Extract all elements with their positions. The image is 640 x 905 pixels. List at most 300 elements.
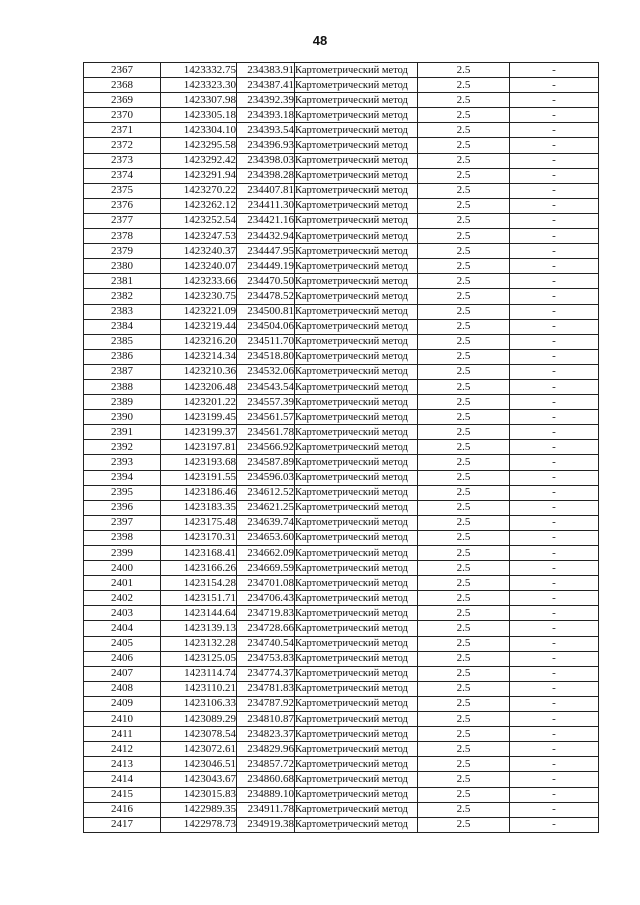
point-number-cell: 2370 <box>84 108 161 123</box>
point-number-cell: 2369 <box>84 93 161 108</box>
y-coordinate-cell: 234511.70 <box>237 334 295 349</box>
method-cell: Картометрический метод <box>295 530 418 545</box>
table-row <box>84 108 599 123</box>
point-number-cell: 2417 <box>84 817 161 832</box>
table-row <box>84 757 599 772</box>
method-cell: Картометрический метод <box>295 576 418 591</box>
method-cell: Картометрический метод <box>295 379 418 394</box>
precision-cell: 2.5 <box>418 198 510 213</box>
x-coordinate-cell: 1423332.75 <box>161 63 237 78</box>
x-coordinate-cell: 1423206.48 <box>161 379 237 394</box>
x-coordinate-cell: 1423199.45 <box>161 410 237 425</box>
precision-cell: 2.5 <box>418 259 510 274</box>
x-coordinate-cell: 1422989.35 <box>161 802 237 817</box>
method-cell: Картометрический метод <box>295 696 418 711</box>
x-coordinate-cell: 1423292.42 <box>161 153 237 168</box>
point-number-cell: 2380 <box>84 259 161 274</box>
x-coordinate-cell: 1423191.55 <box>161 470 237 485</box>
note-cell: - <box>510 168 599 183</box>
point-number-cell: 2402 <box>84 591 161 606</box>
note-cell: - <box>510 546 599 561</box>
precision-cell: 2.5 <box>418 470 510 485</box>
precision-cell: 2.5 <box>418 274 510 289</box>
y-coordinate-cell: 234421.16 <box>237 213 295 228</box>
note-cell: - <box>510 440 599 455</box>
method-cell: Картометрический метод <box>295 304 418 319</box>
y-coordinate-cell: 234706.43 <box>237 591 295 606</box>
table-row <box>84 636 599 651</box>
precision-cell: 2.5 <box>418 802 510 817</box>
table-row <box>84 666 599 681</box>
x-coordinate-cell: 1423078.54 <box>161 727 237 742</box>
table-row <box>84 304 599 319</box>
x-coordinate-cell: 1423252.54 <box>161 213 237 228</box>
precision-cell: 2.5 <box>418 138 510 153</box>
y-coordinate-cell: 234596.03 <box>237 470 295 485</box>
precision-cell: 2.5 <box>418 485 510 500</box>
point-number-cell: 2406 <box>84 651 161 666</box>
y-coordinate-cell: 234829.96 <box>237 742 295 757</box>
precision-cell: 2.5 <box>418 666 510 681</box>
point-number-cell: 2412 <box>84 742 161 757</box>
y-coordinate-cell: 234447.95 <box>237 244 295 259</box>
precision-cell: 2.5 <box>418 561 510 576</box>
y-coordinate-cell: 234407.81 <box>237 183 295 198</box>
table-row <box>84 485 599 500</box>
y-coordinate-cell: 234532.06 <box>237 364 295 379</box>
y-coordinate-cell: 234587.89 <box>237 455 295 470</box>
x-coordinate-cell: 1423307.98 <box>161 93 237 108</box>
x-coordinate-cell: 1423216.20 <box>161 334 237 349</box>
y-coordinate-cell: 234566.92 <box>237 440 295 455</box>
table-row <box>84 395 599 410</box>
x-coordinate-cell: 1423166.26 <box>161 561 237 576</box>
x-coordinate-cell: 1422978.73 <box>161 817 237 832</box>
y-coordinate-cell: 234432.94 <box>237 229 295 244</box>
y-coordinate-cell: 234393.54 <box>237 123 295 138</box>
precision-cell: 2.5 <box>418 93 510 108</box>
x-coordinate-cell: 1423270.22 <box>161 183 237 198</box>
x-coordinate-cell: 1423175.48 <box>161 515 237 530</box>
method-cell: Картометрический метод <box>295 651 418 666</box>
method-cell: Картометрический метод <box>295 213 418 228</box>
precision-cell: 2.5 <box>418 727 510 742</box>
x-coordinate-cell: 1423106.33 <box>161 696 237 711</box>
note-cell: - <box>510 817 599 832</box>
precision-cell: 2.5 <box>418 621 510 636</box>
y-coordinate-cell: 234781.83 <box>237 681 295 696</box>
point-number-cell: 2405 <box>84 636 161 651</box>
method-cell: Картометрический метод <box>295 712 418 727</box>
table-row <box>84 379 599 394</box>
note-cell: - <box>510 319 599 334</box>
y-coordinate-cell: 234701.08 <box>237 576 295 591</box>
y-coordinate-cell: 234889.10 <box>237 787 295 802</box>
y-coordinate-cell: 234662.09 <box>237 546 295 561</box>
point-number-cell: 2368 <box>84 78 161 93</box>
method-cell: Картометрический метод <box>295 591 418 606</box>
x-coordinate-cell: 1423168.41 <box>161 546 237 561</box>
table-row <box>84 63 599 78</box>
table-row <box>84 259 599 274</box>
table-row <box>84 183 599 198</box>
table-row <box>84 289 599 304</box>
point-number-cell: 2373 <box>84 153 161 168</box>
note-cell: - <box>510 334 599 349</box>
method-cell: Картометрический метод <box>295 470 418 485</box>
y-coordinate-cell: 234621.25 <box>237 500 295 515</box>
method-cell: Картометрический метод <box>295 63 418 78</box>
point-number-cell: 2381 <box>84 274 161 289</box>
note-cell: - <box>510 349 599 364</box>
precision-cell: 2.5 <box>418 183 510 198</box>
method-cell: Картометрический метод <box>295 410 418 425</box>
x-coordinate-cell: 1423262.12 <box>161 198 237 213</box>
point-number-cell: 2392 <box>84 440 161 455</box>
precision-cell: 2.5 <box>418 696 510 711</box>
method-cell: Картометрический метод <box>295 153 418 168</box>
table-row <box>84 244 599 259</box>
note-cell: - <box>510 485 599 500</box>
x-coordinate-cell: 1423304.10 <box>161 123 237 138</box>
point-number-cell: 2409 <box>84 696 161 711</box>
note-cell: - <box>510 244 599 259</box>
point-number-cell: 2407 <box>84 666 161 681</box>
x-coordinate-cell: 1423210.36 <box>161 364 237 379</box>
precision-cell: 2.5 <box>418 168 510 183</box>
note-cell: - <box>510 530 599 545</box>
precision-cell: 2.5 <box>418 304 510 319</box>
y-coordinate-cell: 234398.03 <box>237 153 295 168</box>
table-row <box>84 817 599 832</box>
y-coordinate-cell: 234787.92 <box>237 696 295 711</box>
y-coordinate-cell: 234561.57 <box>237 410 295 425</box>
precision-cell: 2.5 <box>418 244 510 259</box>
point-number-cell: 2388 <box>84 379 161 394</box>
precision-cell: 2.5 <box>418 425 510 440</box>
precision-cell: 2.5 <box>418 742 510 757</box>
note-cell: - <box>510 138 599 153</box>
precision-cell: 2.5 <box>418 787 510 802</box>
precision-cell: 2.5 <box>418 78 510 93</box>
y-coordinate-cell: 234393.18 <box>237 108 295 123</box>
precision-cell: 2.5 <box>418 395 510 410</box>
point-number-cell: 2382 <box>84 289 161 304</box>
precision-cell: 2.5 <box>418 712 510 727</box>
precision-cell: 2.5 <box>418 213 510 228</box>
y-coordinate-cell: 234387.41 <box>237 78 295 93</box>
point-number-cell: 2375 <box>84 183 161 198</box>
y-coordinate-cell: 234774.37 <box>237 666 295 681</box>
y-coordinate-cell: 234411.30 <box>237 198 295 213</box>
note-cell: - <box>510 681 599 696</box>
y-coordinate-cell: 234557.39 <box>237 395 295 410</box>
note-cell: - <box>510 500 599 515</box>
table-row <box>84 349 599 364</box>
x-coordinate-cell: 1423139.13 <box>161 621 237 636</box>
y-coordinate-cell: 234823.37 <box>237 727 295 742</box>
y-coordinate-cell: 234669.59 <box>237 561 295 576</box>
y-coordinate-cell: 234396.93 <box>237 138 295 153</box>
y-coordinate-cell: 234653.60 <box>237 530 295 545</box>
table-row <box>84 123 599 138</box>
point-number-cell: 2379 <box>84 244 161 259</box>
method-cell: Картометрический метод <box>295 440 418 455</box>
x-coordinate-cell: 1423170.31 <box>161 530 237 545</box>
point-number-cell: 2385 <box>84 334 161 349</box>
method-cell: Картометрический метод <box>295 183 418 198</box>
note-cell: - <box>510 727 599 742</box>
point-number-cell: 2400 <box>84 561 161 576</box>
table-row <box>84 787 599 802</box>
table-row <box>84 138 599 153</box>
method-cell: Картометрический метод <box>295 289 418 304</box>
precision-cell: 2.5 <box>418 530 510 545</box>
note-cell: - <box>510 425 599 440</box>
method-cell: Картометрический метод <box>295 395 418 410</box>
method-cell: Картометрический метод <box>295 259 418 274</box>
table-row <box>84 606 599 621</box>
method-cell: Картометрический метод <box>295 168 418 183</box>
note-cell: - <box>510 289 599 304</box>
point-number-cell: 2397 <box>84 515 161 530</box>
point-number-cell: 2383 <box>84 304 161 319</box>
x-coordinate-cell: 1423151.71 <box>161 591 237 606</box>
precision-cell: 2.5 <box>418 681 510 696</box>
method-cell: Картометрический метод <box>295 108 418 123</box>
note-cell: - <box>510 666 599 681</box>
table-row <box>84 168 599 183</box>
note-cell: - <box>510 123 599 138</box>
x-coordinate-cell: 1423291.94 <box>161 168 237 183</box>
y-coordinate-cell: 234911.78 <box>237 802 295 817</box>
precision-cell: 2.5 <box>418 334 510 349</box>
method-cell: Картометрический метод <box>295 138 418 153</box>
point-number-cell: 2398 <box>84 530 161 545</box>
method-cell: Картометрический метод <box>295 621 418 636</box>
x-coordinate-cell: 1423219.44 <box>161 319 237 334</box>
method-cell: Картометрический метод <box>295 485 418 500</box>
method-cell: Картометрический метод <box>295 229 418 244</box>
point-number-cell: 2394 <box>84 470 161 485</box>
method-cell: Картометрический метод <box>295 772 418 787</box>
note-cell: - <box>510 757 599 772</box>
note-cell: - <box>510 787 599 802</box>
table-row <box>84 364 599 379</box>
y-coordinate-cell: 234504.06 <box>237 319 295 334</box>
table-row <box>84 530 599 545</box>
table-row <box>84 500 599 515</box>
precision-cell: 2.5 <box>418 440 510 455</box>
y-coordinate-cell: 234639.74 <box>237 515 295 530</box>
y-coordinate-cell: 234860.68 <box>237 772 295 787</box>
x-coordinate-cell: 1423154.28 <box>161 576 237 591</box>
method-cell: Картометрический метод <box>295 742 418 757</box>
point-number-cell: 2371 <box>84 123 161 138</box>
table-row <box>84 229 599 244</box>
note-cell: - <box>510 259 599 274</box>
x-coordinate-cell: 1423125.05 <box>161 651 237 666</box>
table-row <box>84 410 599 425</box>
table-row <box>84 802 599 817</box>
y-coordinate-cell: 234810.87 <box>237 712 295 727</box>
note-cell: - <box>510 621 599 636</box>
x-coordinate-cell: 1423199.37 <box>161 425 237 440</box>
note-cell: - <box>510 455 599 470</box>
note-cell: - <box>510 153 599 168</box>
point-number-cell: 2403 <box>84 606 161 621</box>
point-number-cell: 2384 <box>84 319 161 334</box>
note-cell: - <box>510 591 599 606</box>
method-cell: Картометрический метод <box>295 681 418 696</box>
precision-cell: 2.5 <box>418 63 510 78</box>
x-coordinate-cell: 1423305.18 <box>161 108 237 123</box>
x-coordinate-cell: 1423046.51 <box>161 757 237 772</box>
precision-cell: 2.5 <box>418 289 510 304</box>
method-cell: Картометрический метод <box>295 606 418 621</box>
y-coordinate-cell: 234398.28 <box>237 168 295 183</box>
point-number-cell: 2416 <box>84 802 161 817</box>
method-cell: Картометрический метод <box>295 500 418 515</box>
coordinates-table-body <box>84 63 599 833</box>
table-row <box>84 334 599 349</box>
point-number-cell: 2390 <box>84 410 161 425</box>
x-coordinate-cell: 1423240.37 <box>161 244 237 259</box>
note-cell: - <box>510 712 599 727</box>
note-cell: - <box>510 651 599 666</box>
method-cell: Картометрический метод <box>295 455 418 470</box>
method-cell: Картометрический метод <box>295 425 418 440</box>
x-coordinate-cell: 1423110.21 <box>161 681 237 696</box>
note-cell: - <box>510 395 599 410</box>
precision-cell: 2.5 <box>418 591 510 606</box>
table-row <box>84 440 599 455</box>
point-number-cell: 2386 <box>84 349 161 364</box>
precision-cell: 2.5 <box>418 772 510 787</box>
x-coordinate-cell: 1423323.30 <box>161 78 237 93</box>
point-number-cell: 2414 <box>84 772 161 787</box>
y-coordinate-cell: 234857.72 <box>237 757 295 772</box>
table-row <box>84 78 599 93</box>
table-row <box>84 742 599 757</box>
table-row <box>84 319 599 334</box>
note-cell: - <box>510 410 599 425</box>
note-cell: - <box>510 108 599 123</box>
note-cell: - <box>510 379 599 394</box>
precision-cell: 2.5 <box>418 153 510 168</box>
method-cell: Картометрический метод <box>295 244 418 259</box>
method-cell: Картометрический метод <box>295 802 418 817</box>
x-coordinate-cell: 1423295.58 <box>161 138 237 153</box>
precision-cell: 2.5 <box>418 319 510 334</box>
x-coordinate-cell: 1423183.35 <box>161 500 237 515</box>
y-coordinate-cell: 234518.80 <box>237 349 295 364</box>
x-coordinate-cell: 1423247.53 <box>161 229 237 244</box>
x-coordinate-cell: 1423230.75 <box>161 289 237 304</box>
method-cell: Картометрический метод <box>295 817 418 832</box>
method-cell: Картометрический метод <box>295 546 418 561</box>
precision-cell: 2.5 <box>418 229 510 244</box>
point-number-cell: 2389 <box>84 395 161 410</box>
point-number-cell: 2378 <box>84 229 161 244</box>
method-cell: Картометрический метод <box>295 636 418 651</box>
y-coordinate-cell: 234478.52 <box>237 289 295 304</box>
precision-cell: 2.5 <box>418 636 510 651</box>
precision-cell: 2.5 <box>418 410 510 425</box>
point-number-cell: 2410 <box>84 712 161 727</box>
method-cell: Картометрический метод <box>295 78 418 93</box>
precision-cell: 2.5 <box>418 817 510 832</box>
y-coordinate-cell: 234449.19 <box>237 259 295 274</box>
method-cell: Картометрический метод <box>295 666 418 681</box>
precision-cell: 2.5 <box>418 757 510 772</box>
note-cell: - <box>510 470 599 485</box>
note-cell: - <box>510 213 599 228</box>
note-cell: - <box>510 576 599 591</box>
point-number-cell: 2387 <box>84 364 161 379</box>
table-row <box>84 274 599 289</box>
method-cell: Картометрический метод <box>295 561 418 576</box>
point-number-cell: 2408 <box>84 681 161 696</box>
y-coordinate-cell: 234543.54 <box>237 379 295 394</box>
table-row <box>84 681 599 696</box>
note-cell: - <box>510 636 599 651</box>
table-row <box>84 93 599 108</box>
table-row <box>84 515 599 530</box>
note-cell: - <box>510 304 599 319</box>
y-coordinate-cell: 234919.38 <box>237 817 295 832</box>
x-coordinate-cell: 1423114.74 <box>161 666 237 681</box>
x-coordinate-cell: 1423089.29 <box>161 712 237 727</box>
precision-cell: 2.5 <box>418 455 510 470</box>
note-cell: - <box>510 561 599 576</box>
y-coordinate-cell: 234719.83 <box>237 606 295 621</box>
table-row <box>84 651 599 666</box>
precision-cell: 2.5 <box>418 379 510 394</box>
table-row <box>84 591 599 606</box>
precision-cell: 2.5 <box>418 108 510 123</box>
precision-cell: 2.5 <box>418 349 510 364</box>
x-coordinate-cell: 1423144.64 <box>161 606 237 621</box>
table-row <box>84 198 599 213</box>
table-row <box>84 153 599 168</box>
point-number-cell: 2372 <box>84 138 161 153</box>
method-cell: Картометрический метод <box>295 123 418 138</box>
y-coordinate-cell: 234753.83 <box>237 651 295 666</box>
precision-cell: 2.5 <box>418 606 510 621</box>
note-cell: - <box>510 63 599 78</box>
precision-cell: 2.5 <box>418 515 510 530</box>
method-cell: Картометрический метод <box>295 198 418 213</box>
note-cell: - <box>510 772 599 787</box>
method-cell: Картометрический метод <box>295 757 418 772</box>
point-number-cell: 2401 <box>84 576 161 591</box>
y-coordinate-cell: 234740.54 <box>237 636 295 651</box>
method-cell: Картометрический метод <box>295 349 418 364</box>
method-cell: Картометрический метод <box>295 515 418 530</box>
x-coordinate-cell: 1423043.67 <box>161 772 237 787</box>
table-row <box>84 712 599 727</box>
x-coordinate-cell: 1423197.81 <box>161 440 237 455</box>
table-row <box>84 621 599 636</box>
x-coordinate-cell: 1423240.07 <box>161 259 237 274</box>
point-number-cell: 2415 <box>84 787 161 802</box>
table-row <box>84 696 599 711</box>
precision-cell: 2.5 <box>418 651 510 666</box>
method-cell: Картометрический метод <box>295 334 418 349</box>
x-coordinate-cell: 1423186.46 <box>161 485 237 500</box>
note-cell: - <box>510 78 599 93</box>
